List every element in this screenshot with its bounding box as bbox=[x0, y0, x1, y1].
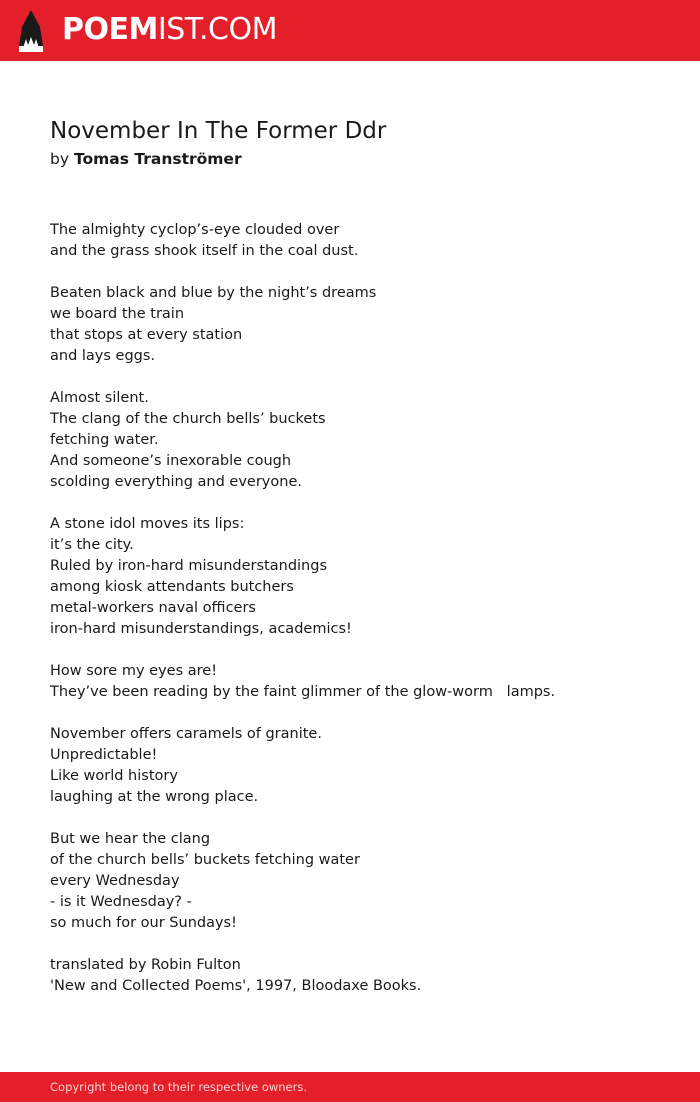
stanza bbox=[50, 724, 660, 808]
poem-line: How sore my eyes are! bbox=[50, 663, 218, 679]
byline bbox=[50, 148, 660, 170]
stanza bbox=[50, 514, 660, 640]
by-label: by bbox=[50, 150, 70, 168]
stanza bbox=[50, 283, 660, 367]
poem-line: every Wednesday bbox=[50, 873, 180, 889]
poem-line: Ruled by iron-hard misunderstandings bbox=[50, 558, 328, 574]
poem-line: we board the train bbox=[50, 306, 185, 322]
poem-body bbox=[50, 220, 660, 997]
poem-line: among kiosk attendants butchers bbox=[50, 579, 294, 595]
poem-line: Beaten black and blue by the night’s dreams bbox=[50, 285, 377, 301]
poem-line: metal-workers naval officers bbox=[50, 600, 256, 616]
poem-line: And someone’s inexorable cough bbox=[50, 453, 292, 469]
poem-line: They’ve been reading by the faint glimmer of the glow-worm lamps. bbox=[50, 684, 556, 700]
site-header bbox=[0, 0, 700, 61]
poem-line: iron-hard misunderstandings, academics! bbox=[50, 621, 352, 637]
poem-line: translated by Robin Fulton bbox=[50, 957, 241, 973]
logo-light-text: IST.COM bbox=[157, 12, 277, 47]
stanza bbox=[50, 829, 660, 934]
poem-line: November offers caramels of granite. bbox=[50, 726, 322, 742]
poem-line: of the church bells’ buckets fetching water bbox=[50, 852, 360, 868]
stanza bbox=[50, 955, 660, 997]
poem-content bbox=[50, 116, 660, 1018]
poem-line: - is it Wednesday? - bbox=[50, 894, 192, 910]
poem-line: so much for our Sundays! bbox=[50, 915, 237, 931]
poem-line: The clang of the church bells’ buckets bbox=[50, 411, 326, 427]
poem-line: Like world history bbox=[50, 768, 178, 784]
stanza bbox=[50, 220, 660, 262]
poem-line: it’s the city. bbox=[50, 537, 134, 553]
poem-title: November In The Former Ddr bbox=[50, 118, 387, 144]
author-name: Tomas Tranströmer bbox=[73, 150, 242, 168]
pencil-logo-icon[interactable] bbox=[17, 10, 45, 52]
poem-line: 'New and Collected Poems', 1997, Bloodaxe Books. bbox=[50, 978, 422, 994]
poem-line: But we hear the clang bbox=[50, 831, 211, 847]
poem-line: and the grass shook itself in the coal dust. bbox=[50, 243, 359, 259]
copyright-text: Copyright belong to their respective owners. bbox=[50, 1080, 308, 1094]
poem-line: A stone idol moves its lips: bbox=[50, 516, 245, 532]
poem-line: that stops at every station bbox=[50, 327, 243, 343]
poem-line: fetching water. bbox=[50, 432, 159, 448]
poem-line: The almighty cyclop’s-eye clouded over bbox=[50, 222, 340, 238]
site-footer bbox=[0, 1072, 700, 1102]
stanza bbox=[50, 661, 660, 703]
logo-bold-text: POEM bbox=[62, 12, 158, 47]
poem-line: and lays eggs. bbox=[50, 348, 156, 364]
poem-line: scolding everything and everyone. bbox=[50, 474, 302, 490]
site-logo[interactable] bbox=[62, 12, 277, 48]
poem-line: Unpredictable! bbox=[50, 747, 158, 763]
poem-line: laughing at the wrong place. bbox=[50, 789, 259, 805]
stanza bbox=[50, 388, 660, 493]
poem-line: Almost silent. bbox=[50, 390, 149, 406]
